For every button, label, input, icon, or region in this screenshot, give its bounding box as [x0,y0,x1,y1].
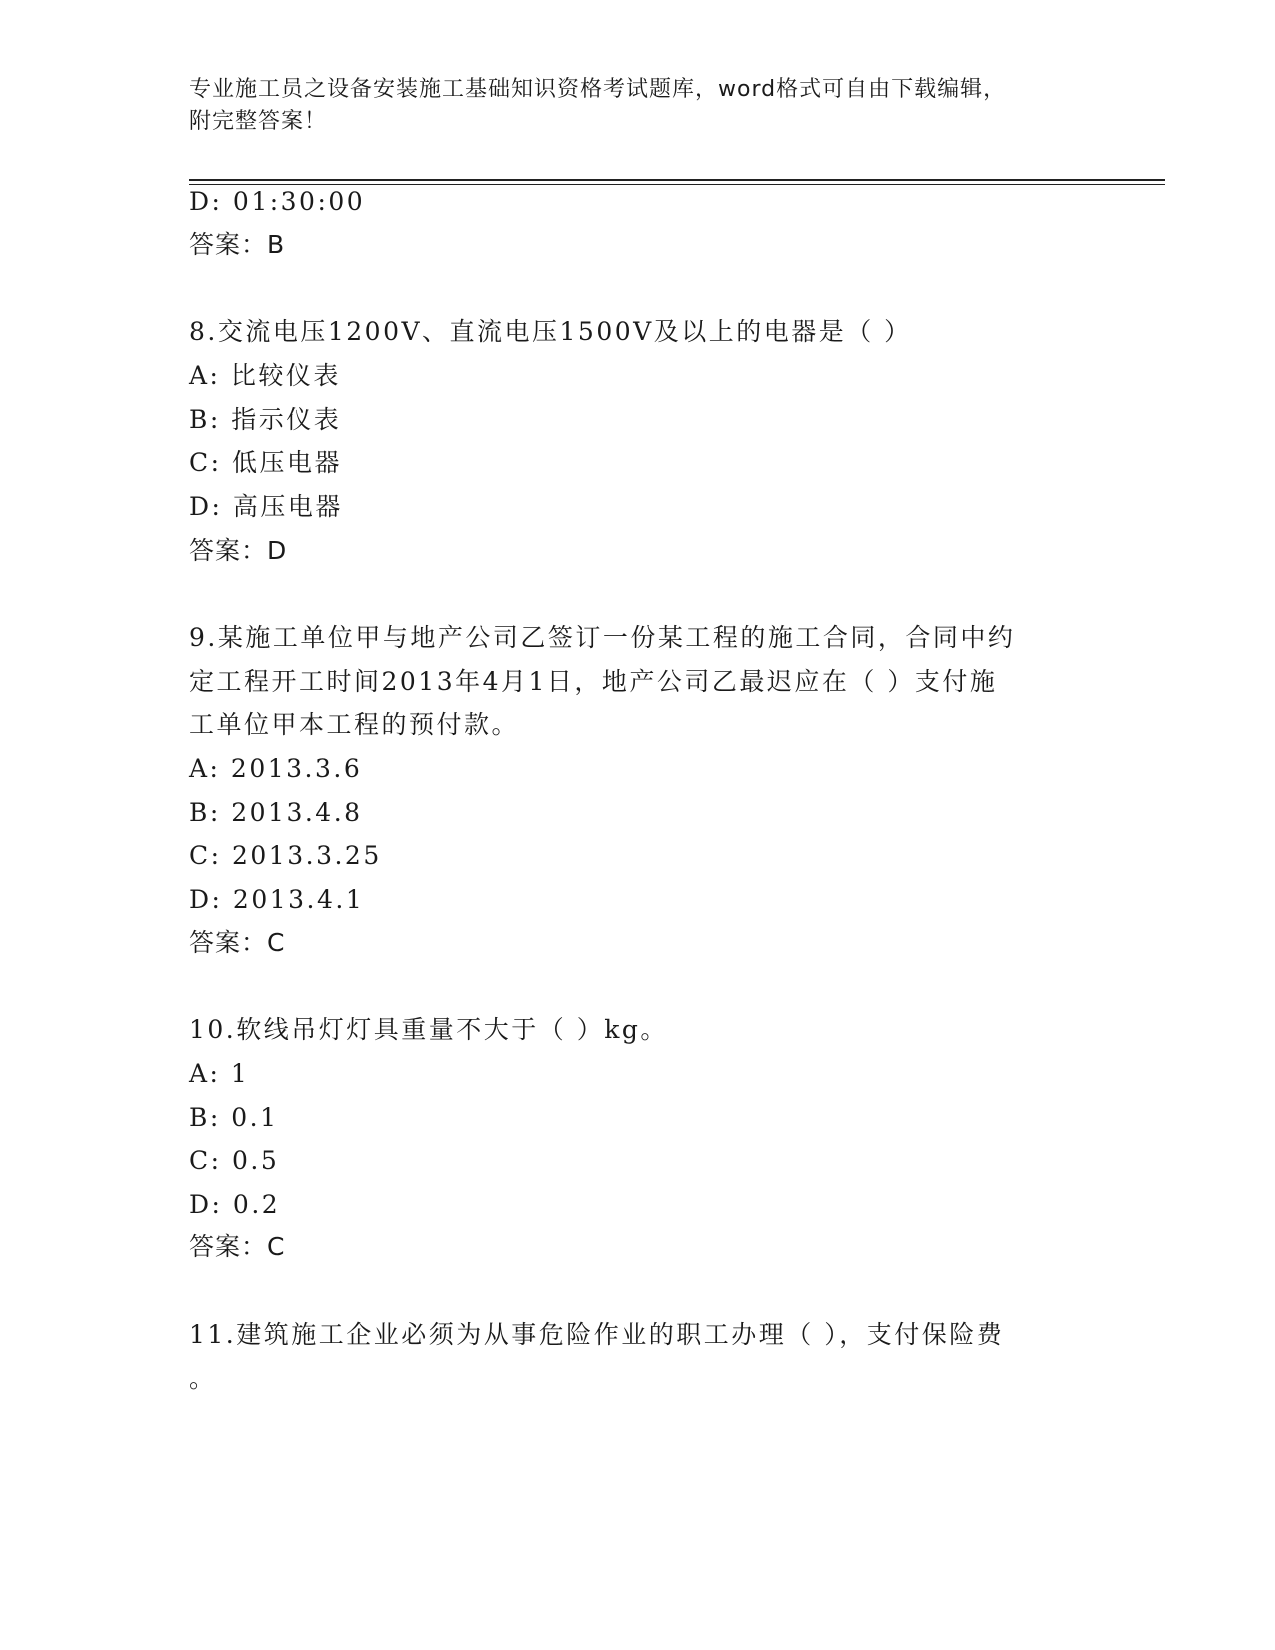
question-8-answer: 答案：D [189,536,288,565]
question-11-stem-line-1: 11.建筑施工企业必须为从事危险作业的职工办理（ ），支付保险费 [189,1320,1005,1349]
question-8-option-a: A: 比较仪表 [189,361,341,390]
question-8-option-d: D: 高压电器 [189,492,343,521]
question-10-stem: 10.软线吊灯灯具重量不大于（ ）kg。 [189,1015,668,1044]
question-10-option-b: B: 0.1 [189,1103,279,1132]
header-line-1: 专业施工员之设备安装施工基础知识资格考试题库，word格式可自由下载编辑， [189,77,1007,102]
question-9-stem-line-3: 工单位甲本工程的预付款。 [189,710,520,739]
prev-question-option-d: D: 01:30:00 [189,187,366,216]
prev-question-answer: 答案：B [189,230,286,259]
question-9-stem-line-1: 9.某施工单位甲与地产公司乙签订一份某工程的施工合同，合同中约 [189,623,1016,652]
question-8-option-b: B: 指示仪表 [189,405,342,434]
question-9-option-b: B: 2013.4.8 [189,798,363,827]
question-9-stem-line-2: 定工程开工时间2013年4月1日，地产公司乙最迟应在（ ）支付施 [189,667,998,696]
question-9-option-a: A: 2013.3.6 [189,754,363,783]
question-10-option-d: D: 0.2 [189,1190,281,1219]
question-9-answer: 答案：C [189,928,286,957]
question-10-option-c: C: 0.5 [189,1146,280,1175]
question-9-option-c: C: 2013.3.25 [189,841,382,870]
question-9-option-d: D: 2013.4.1 [189,885,365,914]
question-8-stem: 8.交流电压1200V、直流电压1500V及以上的电器是（ ） [189,317,912,346]
question-10-option-a: A: 1 [189,1059,250,1088]
question-8-option-c: C: 低压电器 [189,448,342,477]
question-11-stem-line-2: 。 [189,1364,217,1393]
header-divider [189,179,1165,185]
header-line-2: 附完整答案！ [189,109,328,134]
question-10-answer: 答案：C [189,1232,286,1261]
document-header [189,74,1069,138]
